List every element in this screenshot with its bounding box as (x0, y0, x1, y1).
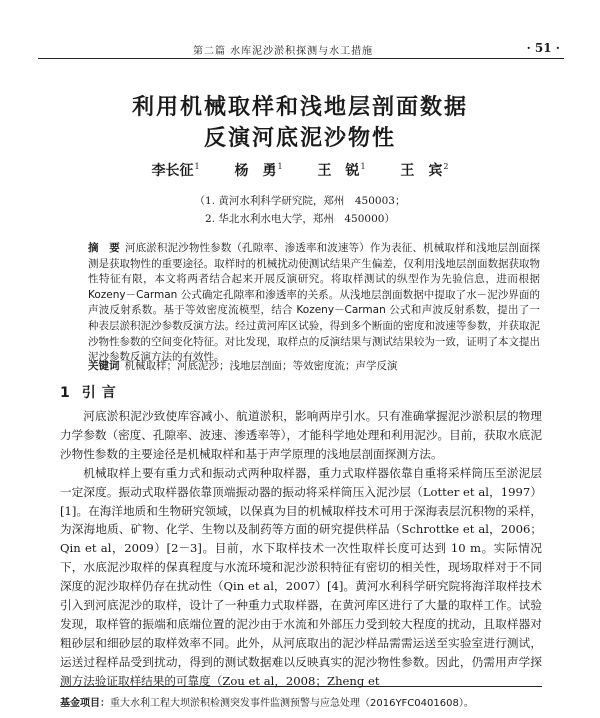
section-number: 1 (60, 385, 70, 401)
paragraph: 河底淤积泥沙致使库容减小、航道淤积，影响两岸引水。只有准确掌握泥沙淤积层的物理力学参数（密度、孔隙率、波速、渗透率等），才能科学地处理和利用泥沙。目前，获取水底泥沙物性参数的主要途径是机械取样和基于声学原理的浅地层剖面探测方法。 (60, 409, 542, 461)
author (317, 163, 365, 179)
author (400, 163, 448, 179)
body-text (60, 407, 542, 691)
page-number: · 51 · (526, 41, 560, 55)
author-name: 王 宾 (400, 163, 443, 179)
author-affiliation-mark: 2 (443, 162, 449, 172)
affiliation-line-2: 2. 华北水利水电大学，郑州 450000） (205, 213, 395, 225)
section-title: 引言 (81, 385, 122, 401)
paper-title-line-1: 利用机械取样和浅地层剖面数据 (131, 95, 468, 120)
funding-footnote (60, 686, 542, 709)
abstract-label: 摘 要 (88, 242, 120, 254)
author-name: 李长征 (151, 163, 194, 179)
abstract-text: 河底淤积泥沙物性参数（孔隙率、渗透率和波速等）作为表征、机械取样和浅地层剖面探测是获取物性的重要途径。取样时的机械扰动使测试结果产生偏差，仅利用浅地层剖面数据获取物性特征有限，本文将两者结合起来开展反演研究。将取样测试的纵型作为先验信息，进而根据 Kozeny－Carman 公式确定孔隙率和渗透率的关系。从浅地层剖面数据中提取了水－泥沙界面的声波反射系数。基于等效密度流模型，结合 Kozeny－Carman 公式和声波反射系数，提出了一种表层淤积泥沙参数反演方法。经过黄河库区试验，得到多个断面的密度和波速等参数，并获取泥沙物性参数的空间变化特征。对比发现，取样点的反演结果与测试结果较为一致，证明了本文提出泥沙参数反演方法的有效性。 (88, 242, 541, 364)
author (152, 163, 200, 179)
footnote-text: 重大水利工程大坝淤积检测突发事件监测预警与应急处理（2016YFC0401608）。 (110, 698, 474, 709)
author-affiliation-mark: 1 (194, 162, 200, 172)
section-heading (60, 382, 122, 402)
author (234, 163, 282, 179)
paragraph: 机械取样上要有重力式和振动式两种取样器，重力式取样器依靠自重将采样筒压至淤泥层一定深度。振动式取样器依靠顶端振动器的振动将采样筒压入泥沙层（Lotter et al，1997）[1]。在海洋地质和生物研究领域，以保真为目的机械取样技术可用于深海表层沉积物的采样，为深海地质、矿物、化学、生物以及制药等方面的研究提供样品（Schrottke et al，2006；Qin et al，2009）[2－3]。目前，水下取样技术一次性取样长度可达到 10 m。实际情况下，水底泥沙取样的保真程度与水流环境和泥沙淤积特征有密切的相关性，现场取样对于不同深度的泥沙取样仍存在扰动性（Qin et al，2007）[4]。黄河水利科学研究院将海洋取样技术引入到河底泥沙的取样，设计了一种重力式取样器，在黄河库区进行了大量的取样工作。试验发现，取样管的振端和底端位置的泥沙由于水流和外部压力受到较大程度的扰动，且取样器对粗砂层和细砂层的取样效率不同。此外，从河底取出的泥沙样品需需运送至实验室进行测试，运送过程样品受到扰动，得到的测试数据难以反映真实的泥沙物性参数。因此，仍需用声学探测方法验证取样结果的可靠度（Zou et al，2008；Zheng et (60, 465, 542, 688)
keywords-text: 机械取样；河底泥沙；浅地层剖面；等效密度流；声学反演 (124, 360, 398, 372)
author-list (0, 160, 600, 180)
footnote-label: 基金项目： (60, 698, 110, 709)
author-name: 王 锐 (317, 163, 360, 179)
keywords-label: 关键词 (88, 360, 120, 372)
keywords (88, 359, 540, 375)
abstract (88, 241, 540, 366)
paper-title-line-2: 反演河底泥沙物性 (203, 126, 396, 151)
affiliation-line-1: （1. 黄河水利科学研究院，郑州 450003； (194, 195, 406, 207)
author-name: 杨 勇 (234, 163, 277, 179)
author-affiliation-mark: 1 (360, 162, 366, 172)
author-affiliation-mark: 1 (277, 162, 283, 172)
running-title: 第二篇 水库泥沙淤积探测与水工措施 (193, 46, 374, 57)
running-header (38, 40, 564, 59)
